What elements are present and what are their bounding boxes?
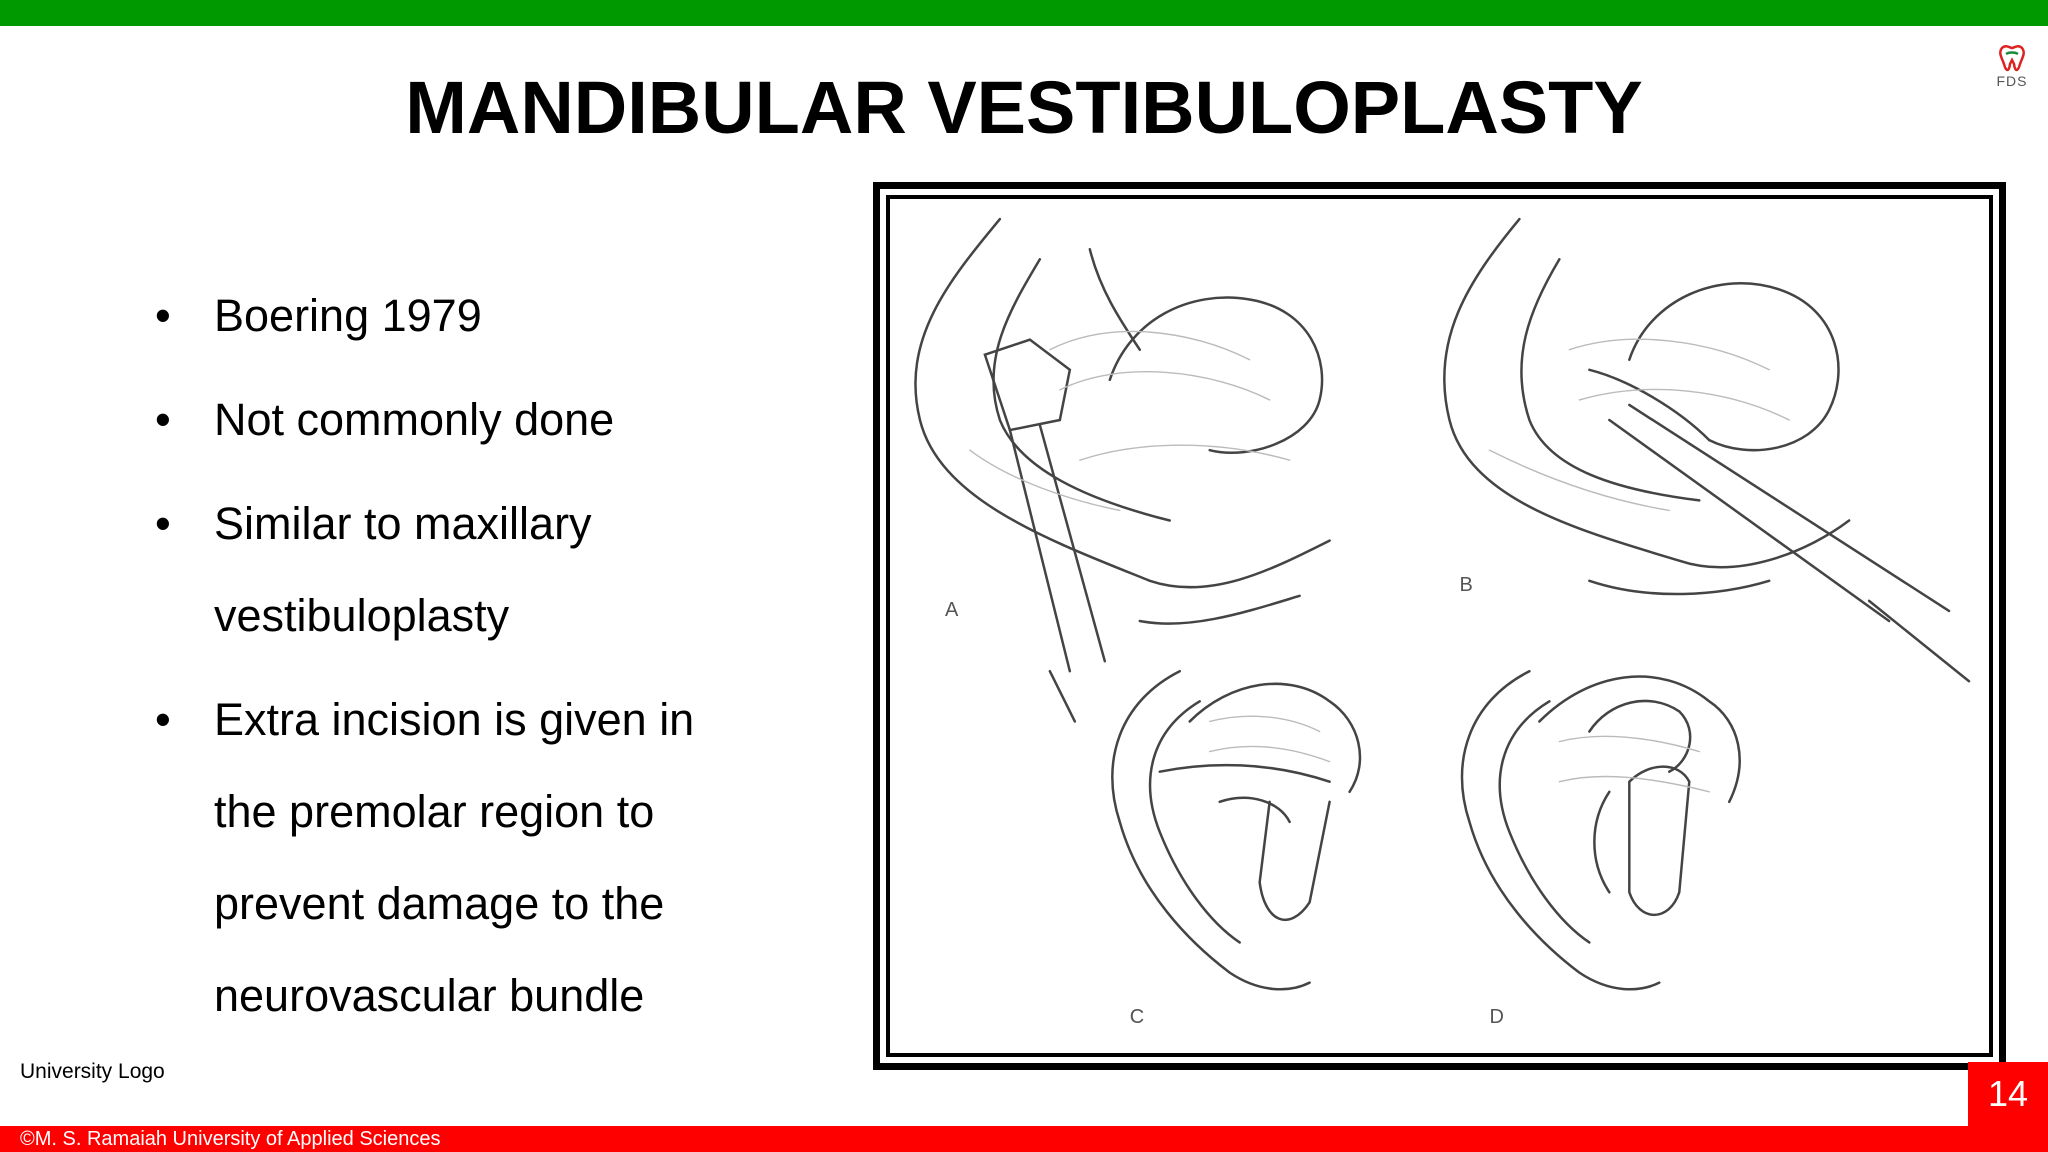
copyright-text: ©M. S. Ramaiah University of Applied Sciences [20,1128,441,1150]
panel-a-drawing [915,219,1329,721]
top-accent-bar [0,0,2048,26]
panel-c-shading [1210,716,1330,761]
bullet-dot: • [155,694,171,745]
bullet-dot: • [155,290,171,341]
panel-c-drawing [1112,671,1360,989]
slide-title: MANDIBULAR VESTIBULOPLASTY [405,66,1643,149]
panel-label-b: B [1459,573,1473,596]
bullet-text: Boering 1979 [214,290,482,341]
bullet-text: Similar to maxillary vestibuloplasty [214,498,592,641]
bullet-list [155,270,755,1054]
panel-a-shading [970,332,1290,511]
university-logo-placeholder: University Logo [20,1060,165,1083]
page-number: 14 [1968,1062,2048,1126]
panel-label-d: D [1489,1005,1504,1028]
panel-b-drawing [1444,219,1969,681]
panel-label-c: C [1129,1005,1145,1028]
bullet-item [155,478,755,662]
panel-label-a: A [944,598,959,621]
logo-text: FDS [1996,73,2028,89]
figure-frame [873,182,2006,1070]
bullet-text: Not commonly done [214,394,615,445]
footer-bar [0,1126,2048,1152]
bullet-dot: • [155,394,171,445]
bullet-item [155,270,755,362]
bullet-text: Extra incision is given in the premolar region to prevent damage to the neurovascular bundle [214,694,695,1021]
panel-d-shading [1559,736,1709,791]
vestibuloplasty-illustration [890,199,1989,1053]
bullet-dot: • [155,498,171,549]
bullet-item [155,374,755,466]
figure-inner-border [886,195,1993,1057]
panel-b-shading [1489,339,1789,510]
bullet-item [155,674,755,1042]
panel-d-drawing [1462,671,1740,989]
